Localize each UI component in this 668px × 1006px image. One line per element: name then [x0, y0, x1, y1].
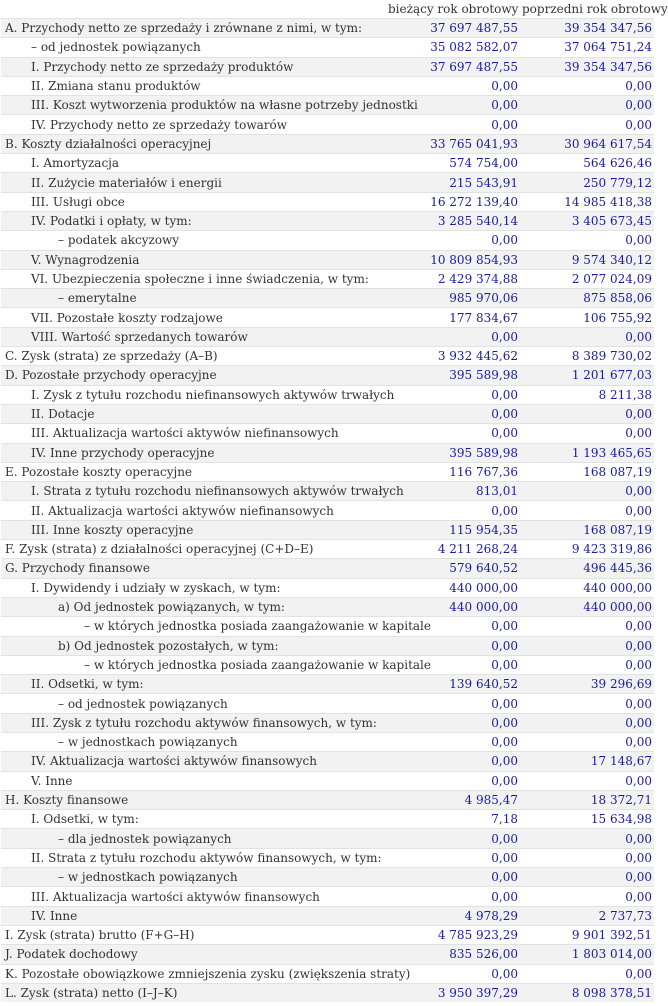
- current-year-value: 0,00: [491, 754, 518, 769]
- previous-year-value: 0,00: [625, 407, 652, 422]
- previous-year-value: 0,00: [625, 98, 652, 113]
- previous-year-value: 0,00: [625, 715, 652, 730]
- previous-year-value: 106 755,92: [583, 310, 652, 325]
- header-blank: [1, 0, 386, 19]
- current-year-value: 115 954,35: [449, 522, 518, 537]
- current-year-value: 813,01: [476, 484, 518, 499]
- current-year-value: 3 285 540,14: [437, 214, 518, 229]
- row-label: III. Inne koszty operacyjne: [31, 522, 194, 537]
- table-row: [1, 983, 654, 1002]
- row-label: – od jednostek powiązanych: [58, 696, 228, 711]
- current-year-value: 0,00: [491, 966, 518, 981]
- row-label: B. Koszty działalności operacyjnej: [5, 136, 212, 151]
- table-row: [1, 327, 654, 346]
- table-row: [1, 482, 654, 501]
- previous-year-value: 440 000,00: [583, 600, 652, 615]
- previous-year-value: 168 087,19: [583, 464, 652, 479]
- row-label: II. Odsetki, w tym:: [31, 677, 144, 692]
- previous-year-value: 0,00: [625, 117, 652, 132]
- previous-year-value: 168 087,19: [583, 522, 652, 537]
- row-label: II. Zmiana stanu produktów: [31, 79, 201, 94]
- previous-year-value: 37 064 751,24: [564, 40, 652, 55]
- row-label: V. Wynagrodzenia: [31, 252, 140, 267]
- current-year-value: 37 697 487,55: [430, 21, 518, 36]
- previous-year-value: 0,00: [625, 638, 652, 653]
- current-year-value: 835 526,00: [449, 947, 518, 962]
- table-row: [1, 848, 654, 867]
- row-label: – w jednostkach powiązanych: [58, 870, 238, 885]
- previous-year-value: 30 964 617,54: [564, 136, 652, 151]
- table-row: [1, 154, 654, 173]
- previous-year-value: 9 423 319,86: [571, 542, 652, 557]
- table-row: [1, 96, 654, 115]
- table-row: [1, 76, 654, 95]
- row-label: I. Amortyzacja: [31, 156, 120, 171]
- previous-year-value: 0,00: [625, 426, 652, 441]
- previous-year-value: 0,00: [625, 889, 652, 904]
- header-previous-year: poprzedni rok obrotowy: [522, 2, 668, 16]
- current-year-value: 0,00: [491, 329, 518, 344]
- table-row: [1, 19, 654, 38]
- previous-year-value: 0,00: [625, 503, 652, 518]
- table-row: [1, 945, 654, 964]
- previous-year-value: 0,00: [625, 696, 652, 711]
- table-row: [1, 192, 654, 211]
- row-label: G. Przychody finansowe: [5, 561, 151, 576]
- row-label: – w których jednostka posiada zaangażowanie w kapitale: [84, 657, 431, 672]
- current-year-value: 4 978,29: [464, 908, 518, 923]
- current-year-value: 579 640,52: [449, 561, 518, 576]
- row-label: – dla jednostek powiązanych: [58, 831, 232, 846]
- row-label: J. Podatek dochodowy: [5, 947, 138, 962]
- current-year-value: 177 834,67: [449, 310, 518, 325]
- table-row: [1, 231, 654, 250]
- previous-year-value: 39 354 347,56: [564, 59, 652, 74]
- row-label: a) Od jednostek powiązanych, w tym:: [58, 600, 285, 615]
- row-label: II. Aktualizacja wartości aktywów niefinansowych: [31, 503, 334, 518]
- previous-year-value: 3 405 673,45: [571, 214, 652, 229]
- previous-year-value: 18 372,71: [590, 793, 652, 808]
- previous-year-value: 8 098 378,51: [571, 985, 652, 1000]
- previous-year-value: 9 901 392,51: [571, 928, 652, 943]
- row-label: IV. Przychody netto ze sprzedaży towarów: [31, 117, 288, 132]
- row-label: D. Pozostałe przychody operacyjne: [5, 368, 217, 383]
- row-label: K. Pozostałe obowiązkowe zmniejszenia zysku (zwiększenia straty): [5, 966, 411, 981]
- table-row: [1, 289, 654, 308]
- table-row: [1, 617, 654, 636]
- row-label: II. Strata z tytułu rozchodu aktywów finansowych, w tym:: [31, 850, 382, 865]
- row-label: III. Usługi obce: [31, 194, 125, 209]
- row-label: IV. Podatki i opłaty, w tym:: [31, 214, 192, 229]
- current-year-value: 16 272 139,40: [430, 194, 518, 209]
- previous-year-value: 496 445,36: [583, 561, 652, 576]
- previous-year-value: 15 634,98: [590, 812, 652, 827]
- current-year-value: 0,00: [491, 735, 518, 750]
- row-label: I. Przychody netto ze sprzedaży produktów: [31, 59, 294, 74]
- current-year-value: 3 932 445,62: [437, 349, 518, 364]
- row-label: V. Inne: [31, 773, 73, 788]
- table-row: [1, 732, 654, 751]
- table-row: [1, 250, 654, 269]
- current-year-value: 215 543,91: [449, 175, 518, 190]
- table-row: [1, 655, 654, 674]
- previous-year-value: 250 779,12: [583, 175, 652, 190]
- row-label: III. Aktualizacja wartości aktywów finansowych: [31, 889, 320, 904]
- previous-year-value: 0,00: [625, 657, 652, 672]
- row-label: A. Przychody netto ze sprzedaży i zrównane z nimi, w tym:: [5, 21, 363, 36]
- current-year-value: 0,00: [491, 233, 518, 248]
- row-label: II. Zużycie materiałów i energii: [31, 175, 222, 190]
- current-year-value: 0,00: [491, 657, 518, 672]
- row-label: L. Zysk (strata) netto (I–J–K): [5, 985, 178, 1000]
- current-year-value: 0,00: [491, 831, 518, 846]
- table-row: [1, 810, 654, 829]
- table-row: [1, 790, 654, 809]
- table-row: [1, 752, 654, 771]
- previous-year-value: 0,00: [625, 79, 652, 94]
- table-row: [1, 173, 654, 192]
- previous-year-value: 2 077 024,09: [571, 272, 652, 286]
- previous-year-value: 39 296,69: [590, 677, 652, 692]
- row-label: VIII. Wartość sprzedanych towarów: [31, 329, 248, 344]
- row-label: III. Koszt wytworzenia produktów na własne potrzeby jednostki: [31, 98, 418, 113]
- row-label: – emerytalne: [58, 291, 137, 306]
- table-row: [1, 115, 654, 134]
- table-row: [1, 38, 654, 57]
- current-year-value: 440 000,00: [449, 600, 518, 615]
- previous-year-value: 8 389 730,02: [571, 349, 652, 364]
- previous-year-value: 0,00: [625, 329, 652, 344]
- table-row: [1, 964, 654, 983]
- previous-year-value: 0,00: [625, 735, 652, 750]
- current-year-value: 35 082 582,07: [430, 40, 518, 55]
- previous-year-value: 14 985 418,38: [564, 194, 652, 209]
- current-year-value: 0,00: [491, 889, 518, 904]
- previous-year-value: 9 574 340,12: [571, 252, 652, 267]
- row-label: I. Zysk (strata) brutto (F+G–H): [5, 928, 195, 943]
- table-row: [1, 347, 654, 366]
- current-year-value: 0,00: [491, 117, 518, 132]
- income-statement-table: [1, 0, 668, 1002]
- current-year-value: 985 970,06: [449, 291, 518, 306]
- row-label: E. Pozostałe koszty operacyjne: [5, 464, 193, 479]
- previous-year-value: 0,00: [625, 773, 652, 788]
- current-year-value: 0,00: [491, 638, 518, 653]
- table-row: [1, 597, 654, 616]
- previous-year-value: 0,00: [625, 870, 652, 885]
- current-year-value: 139 640,52: [449, 677, 518, 692]
- current-year-value: 7,18: [491, 812, 518, 827]
- table-row: [1, 925, 654, 944]
- current-year-value: 4 985,47: [464, 793, 518, 808]
- table-row: [1, 385, 654, 404]
- current-year-value: 0,00: [491, 79, 518, 94]
- current-year-value: 395 589,98: [449, 445, 518, 460]
- row-label: II. Dotacje: [31, 407, 95, 422]
- previous-year-value: 8 211,38: [598, 387, 652, 402]
- table-row: [1, 501, 654, 520]
- table-row: [1, 366, 654, 385]
- row-label: IV. Inne przychody operacyjne: [31, 445, 215, 460]
- previous-year-value: 2 737,73: [598, 908, 652, 923]
- current-year-value: 0,00: [491, 619, 518, 634]
- row-label: IV. Inne: [31, 908, 78, 923]
- row-label: C. Zysk (strata) ze sprzedaży (A–B): [5, 349, 218, 364]
- current-year-value: 0,00: [491, 98, 518, 113]
- current-year-value: 0,00: [491, 850, 518, 865]
- header-current-year: bieżący rok obrotowy: [388, 2, 519, 16]
- current-year-value: 10 809 854,93: [430, 252, 518, 267]
- header-row: [1, 0, 654, 19]
- row-label: b) Od jednostek pozostałych, w tym:: [58, 638, 279, 653]
- current-year-value: 3 950 397,29: [437, 985, 518, 1000]
- table-row: [1, 771, 654, 790]
- table-row: [1, 540, 654, 559]
- current-year-value: 0,00: [491, 715, 518, 730]
- table-row: [1, 713, 654, 732]
- table-row: [1, 906, 654, 925]
- previous-year-value: 0,00: [625, 966, 652, 981]
- row-label: I. Zysk z tytułu rozchodu niefinansowych aktywów trwałych: [31, 387, 395, 402]
- table-row: [1, 462, 654, 481]
- table-row: [1, 636, 654, 655]
- row-label: H. Koszty finansowe: [5, 793, 129, 808]
- current-year-value: 440 000,00: [449, 580, 518, 595]
- current-year-value: 37 697 487,55: [430, 59, 518, 74]
- table-row: [1, 211, 654, 230]
- current-year-value: 2 429 374,88: [437, 272, 518, 286]
- current-year-value: 0,00: [491, 503, 518, 518]
- table-row: [1, 424, 654, 443]
- row-label: F. Zysk (strata) z działalności operacyjnej (C+D–E): [5, 542, 314, 557]
- previous-year-value: 0,00: [625, 619, 652, 634]
- previous-year-value: 1 803 014,00: [571, 947, 652, 962]
- table-row: [1, 559, 654, 578]
- row-label: III. Zysk z tytułu rozchodu aktywów finansowych, w tym:: [31, 715, 377, 730]
- row-label: I. Strata z tytułu rozchodu niefinansowych aktywów trwałych: [31, 484, 404, 499]
- table-row: [1, 57, 654, 76]
- current-year-value: 0,00: [491, 407, 518, 422]
- table-row: [1, 578, 654, 597]
- previous-year-value: 1 201 677,03: [571, 368, 652, 383]
- previous-year-value: 17 148,67: [590, 754, 652, 769]
- previous-year-value: 0,00: [625, 850, 652, 865]
- current-year-value: 574 754,00: [449, 156, 518, 171]
- current-year-value: 0,00: [491, 696, 518, 711]
- table-row: [1, 443, 654, 462]
- current-year-value: 0,00: [491, 387, 518, 402]
- row-label: – podatek akcyzowy: [58, 233, 180, 248]
- current-year-value: 4 211 268,24: [437, 542, 518, 557]
- current-year-value: 0,00: [491, 426, 518, 441]
- row-label: III. Aktualizacja wartości aktywów niefinansowych: [31, 426, 339, 441]
- current-year-value: 116 767,36: [449, 464, 518, 479]
- table-row: [1, 269, 654, 288]
- previous-year-value: 0,00: [625, 233, 652, 248]
- row-label: IV. Aktualizacja wartości aktywów finansowych: [31, 754, 317, 769]
- previous-year-value: 440 000,00: [583, 580, 652, 595]
- row-label: – w których jednostka posiada zaangażowanie w kapitale: [84, 619, 431, 634]
- current-year-value: 4 785 923,29: [437, 928, 518, 943]
- previous-year-value: 1 193 465,65: [571, 445, 652, 460]
- table-row: [1, 887, 654, 906]
- current-year-value: 0,00: [491, 870, 518, 885]
- row-label: – od jednostek powiązanych: [31, 40, 201, 55]
- current-year-value: 395 589,98: [449, 368, 518, 383]
- table-row: [1, 868, 654, 887]
- table-row: [1, 675, 654, 694]
- row-label: VII. Pozostałe koszty rodzajowe: [31, 310, 223, 325]
- row-label: VI. Ubezpieczenia społeczne i inne świadczenia, w tym:: [31, 272, 369, 286]
- table-row: [1, 404, 654, 423]
- previous-year-value: 0,00: [625, 484, 652, 499]
- previous-year-value: 0,00: [625, 831, 652, 846]
- table-row: [1, 134, 654, 153]
- previous-year-value: 39 354 347,56: [564, 21, 652, 36]
- previous-year-value: 875 858,06: [583, 291, 652, 306]
- row-label: I. Dywidendy i udziały w zyskach, w tym:: [31, 580, 281, 595]
- table-row: [1, 520, 654, 539]
- table-row: [1, 829, 654, 848]
- current-year-value: 0,00: [491, 773, 518, 788]
- row-label: I. Odsetki, w tym:: [31, 812, 139, 827]
- table-row: [1, 694, 654, 713]
- previous-year-value: 564 626,46: [583, 156, 652, 171]
- row-label: – w jednostkach powiązanych: [58, 735, 238, 750]
- current-year-value: 33 765 041,93: [430, 136, 518, 151]
- table-row: [1, 308, 654, 327]
